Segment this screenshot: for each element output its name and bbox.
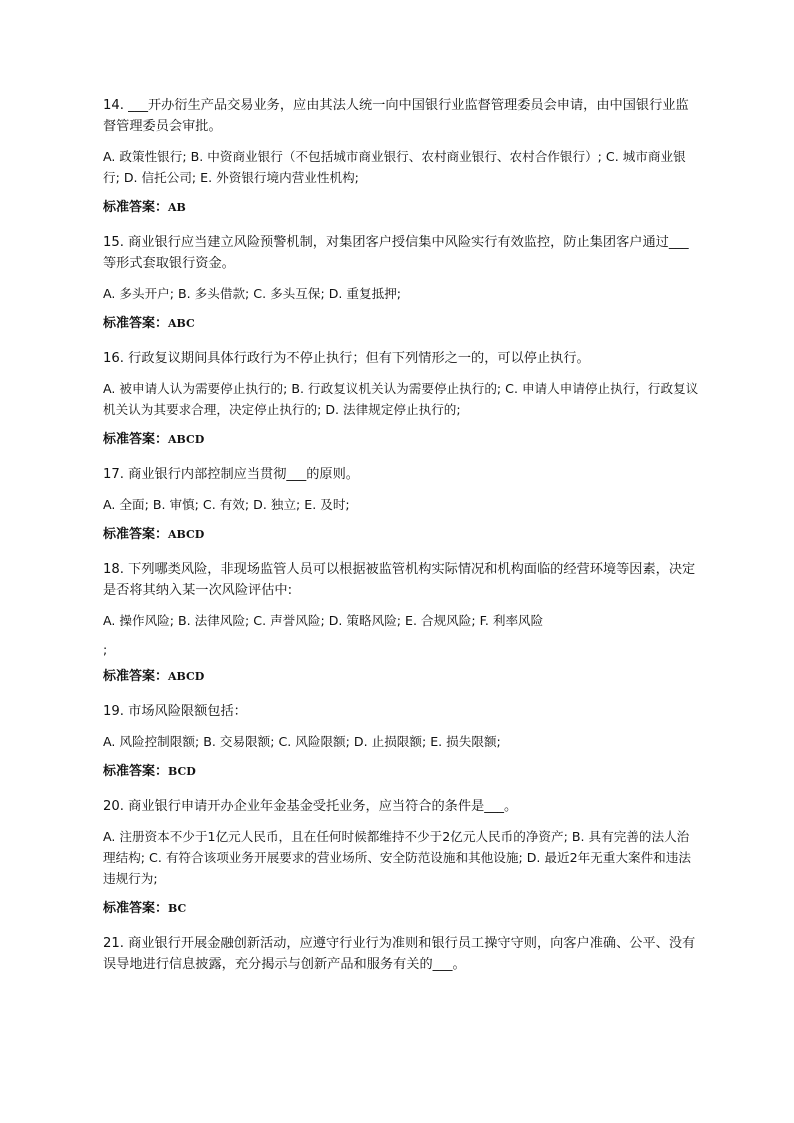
answer-line <box>103 899 701 919</box>
answer-label: 标准答案： <box>103 527 169 542</box>
question-options: A. 被申请人认为需要停止执行的; B. 行政复议机关认为需要停止执行的; C. 申请人申请停止执行，行政复议机关认为其要求合理，决定停止执行的; D. 法律规定停止执行的; <box>103 381 699 417</box>
answer-line <box>103 525 701 545</box>
question-options: A. 注册资本不少于1亿元人民币，且在任何时候都维持不少于2亿元人民币的净资产; B. 具有完善的法人治理结构; C. 有符合该项业务开展要求的营业场所、安全防范设施和其他设施; D. 最近2年无重大案件和违法违规行为; <box>103 829 691 886</box>
question-options: A. 操作风险; B. 法律风险; C. 声誉风险; D. 策略风险; E. 合规风险; F. 利率风险 <box>103 613 544 628</box>
question-options: A. 政策性银行; B. 中资商业银行（不包括城市商业银行、农村商业银行、农村合作银行）; C. 城市商业银行; D. 信托公司; E. 外资银行境内营业性机构; <box>103 149 686 185</box>
question-text: 15. 商业银行应当建立风险预警机制，对集团客户授信集中风险实行有效监控，防止集团客户通过___等形式套取银行资金。 <box>103 235 689 271</box>
answer-value: ABC <box>168 317 195 330</box>
question-text: 19. 市场风险限额包括： <box>103 704 247 719</box>
answer-label: 标准答案： <box>103 764 169 779</box>
answer-value: AB <box>168 201 186 214</box>
answer-value: BC <box>168 902 187 915</box>
question-text: 17. 商业银行内部控制应当贯彻___的原则。 <box>103 467 359 482</box>
answer-line <box>103 667 701 687</box>
question-14 <box>103 95 701 218</box>
options-trailing-punctuation: ; <box>103 642 108 657</box>
question-options: A. 多头开户; B. 多头借款; C. 多头互保; D. 重复抵押; <box>103 286 402 301</box>
answer-value: ABCD <box>168 433 205 446</box>
question-20 <box>103 796 701 919</box>
answer-line <box>103 430 701 450</box>
question-15 <box>103 232 701 334</box>
question-text: 21. 商业银行开展金融创新活动，应遵守行业行为准则和银行员工操守守则，向客户准确、公平、没有误导地进行信息披露，充分揭示与创新产品和服务有关的___。 <box>103 936 696 972</box>
question-text: 20. 商业银行申请开办企业年金基金受托业务，应当符合的条件是___。 <box>103 799 518 814</box>
question-19 <box>103 701 701 782</box>
question-options: A. 全面; B. 审慎; C. 有效; D. 独立; E. 及时; <box>103 497 350 512</box>
question-text: 16. 行政复议期间具体行政行为不停止执行；但有下列情形之一的，可以停止执行。 <box>103 351 590 366</box>
question-text: 18. 下列哪类风险，非现场监管人员可以根据被监管机构实际情况和机构面临的经营环境等因素，决定是否将其纳入某一次风险评估中: <box>103 562 696 598</box>
answer-label: 标准答案： <box>103 669 169 684</box>
answer-value: BCD <box>168 765 196 778</box>
question-21 <box>103 933 701 975</box>
answer-label: 标准答案： <box>103 200 169 215</box>
question-options: A. 风险控制限额; B. 交易限额; C. 风险限额; D. 止损限额; E. 损失限额; <box>103 734 501 749</box>
question-18 <box>103 559 701 687</box>
answer-line <box>103 198 701 218</box>
answer-line <box>103 314 701 334</box>
answer-value: ABCD <box>168 670 205 683</box>
answer-value: ABCD <box>168 528 205 541</box>
answer-label: 标准答案： <box>103 432 169 447</box>
question-16 <box>103 348 701 450</box>
answer-label: 标准答案： <box>103 316 169 331</box>
answer-label: 标准答案： <box>103 901 169 916</box>
question-17 <box>103 464 701 545</box>
answer-line <box>103 762 701 782</box>
question-list <box>103 95 701 984</box>
question-text: 14. ___开办衍生产品交易业务，应由其法人统一向中国银行业监督管理委员会申请，由中国银行业监督管理委员会审批。 <box>103 98 689 134</box>
